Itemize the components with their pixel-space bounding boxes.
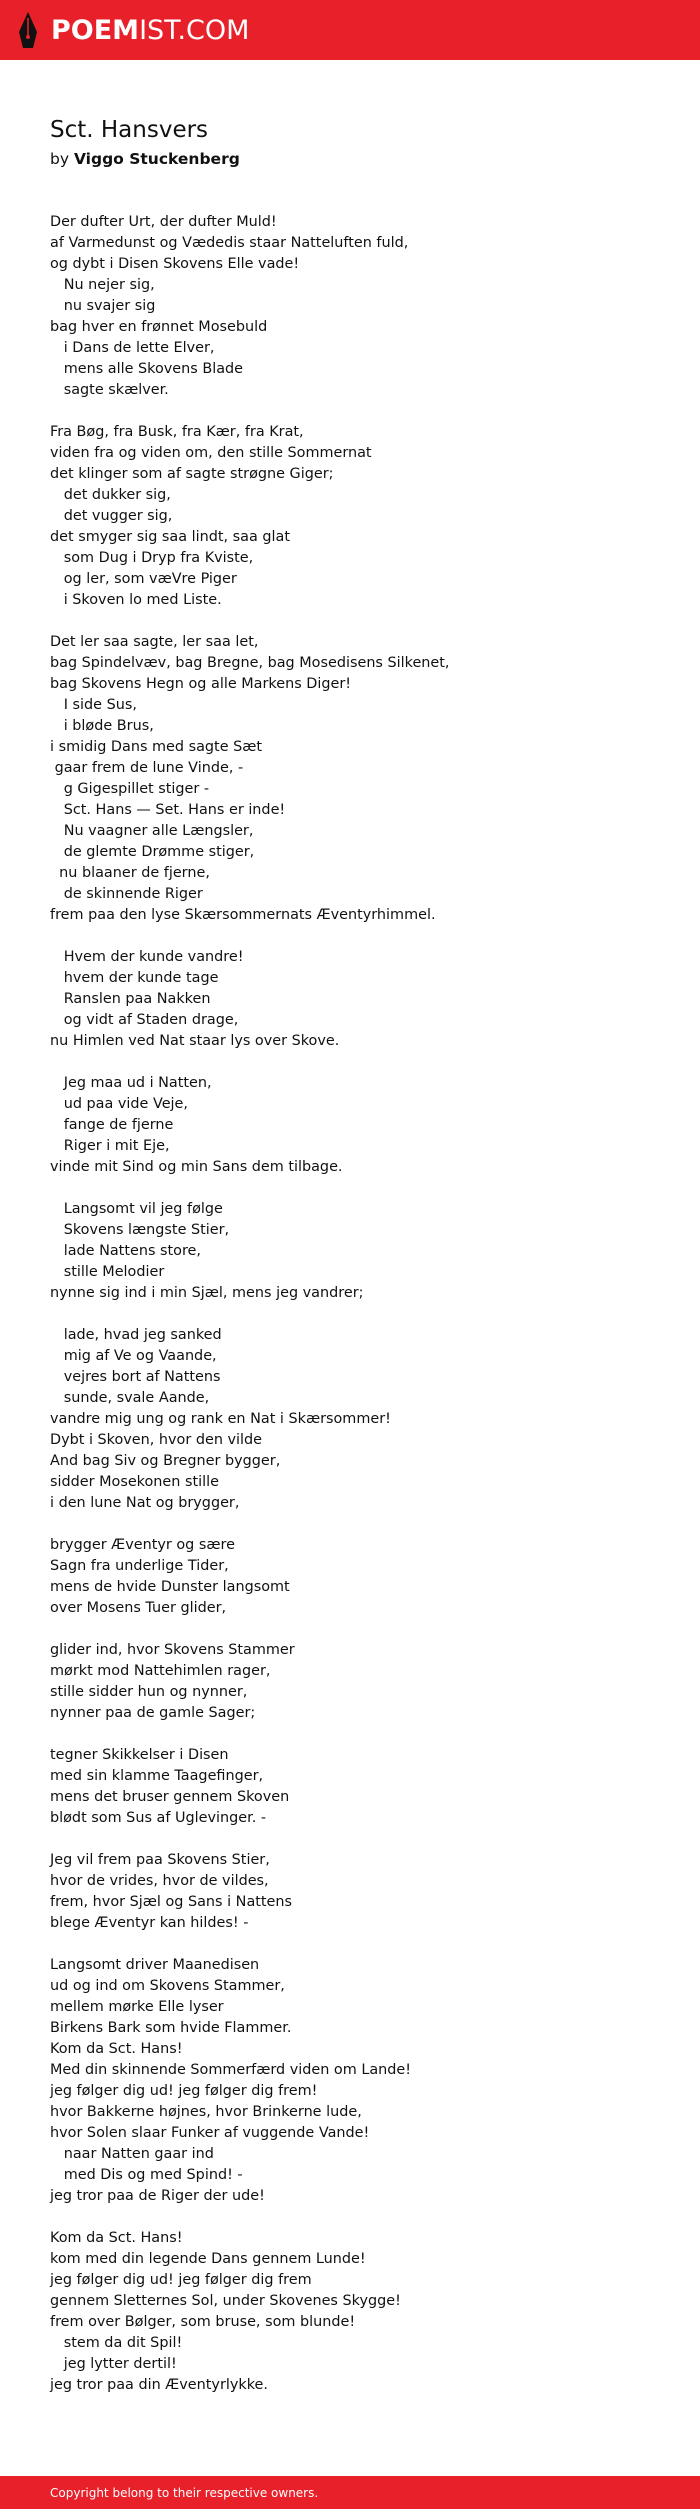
poem-line: Dybt i Skoven, hvor den vilde	[50, 1432, 263, 1448]
poem-line: tegner Skikkelser i Disen	[50, 1747, 229, 1763]
poem-line: og vidt af Staden drage,	[50, 1012, 239, 1028]
poem-line: mens alle Skovens Blade	[50, 361, 244, 377]
poem-line: nu blaaner de fjerne,	[50, 865, 210, 881]
poem-line: jeg lytter dertil!	[50, 2356, 177, 2372]
poem-line	[50, 1934, 650, 1955]
poem-line: de glemte Drømme stiger,	[50, 844, 255, 860]
poem-line: de skinnende Riger	[50, 886, 203, 902]
poem-line: og dybt i Disen Skovens Elle vade!	[50, 256, 300, 272]
poem-line: stille Melodier	[50, 1264, 165, 1280]
pen-nib-icon[interactable]	[17, 10, 39, 50]
poem-line	[50, 1052, 650, 1073]
poem-line: viden fra og viden om, den stille Sommernat	[50, 445, 372, 461]
poem-line: mørkt mod Nattehimlen rager,	[50, 1663, 271, 1679]
poem-line: frem paa den lyse Skærsommernats Æventyrhimmel.	[50, 907, 436, 923]
poem-line: bag Skovens Hegn og alle Markens Diger!	[50, 676, 352, 692]
poem-line	[50, 1514, 650, 1535]
poem-line: Sct. Hans — Set. Hans er inde!	[50, 802, 286, 818]
poem-line: Hvem der kunde vandre!	[50, 949, 244, 965]
poem-article	[50, 115, 650, 2396]
poem-line: med Dis og med Spind! -	[50, 2167, 243, 2183]
poem-line: lade Nattens store,	[50, 1243, 201, 1259]
poem-line: jeg følger dig ud! jeg følger dig frem	[50, 2272, 312, 2288]
poem-line: jeg tror paa din Æventyrlykke.	[50, 2377, 268, 2393]
poem-line: mens de hvide Dunster langsomt	[50, 1579, 290, 1595]
copyright-text: Copyright belong to their respective owners.	[50, 2485, 319, 2500]
poem-title: Sct. Hansvers	[50, 117, 209, 143]
poem-line: I side Sus,	[50, 697, 137, 713]
poem-line: over Mosens Tuer glider,	[50, 1600, 227, 1616]
poem-line: og ler, som væVre Piger	[50, 571, 237, 587]
poem-line: gaar frem de lune Vinde, -	[50, 760, 244, 776]
poem-line: Ranslen paa Nakken	[50, 991, 211, 1007]
poem-line: blege Æventyr kan hildes! -	[50, 1915, 249, 1931]
poem-line	[50, 611, 650, 632]
poem-line: blødt som Sus af Uglevinger. -	[50, 1810, 267, 1826]
poem-line: Birkens Bark som hvide Flammer.	[50, 2020, 292, 2036]
poem-line: nynner paa de gamle Sager;	[50, 1705, 256, 1721]
poem-line: g Gigespillet stiger -	[50, 781, 210, 797]
poem-line: vejres bort af Nattens	[50, 1369, 221, 1385]
poem-line: det smyger sig saa lindt, saa glat	[50, 529, 290, 545]
poem-line: gennem Sletternes Sol, under Skovenes Skygge!	[50, 2293, 401, 2309]
poem-line: det vugger sig,	[50, 508, 173, 524]
poem-line: i Skoven lo med Liste.	[50, 592, 222, 608]
poem-line: brygger Æventyr og sære	[50, 1537, 235, 1553]
poem-line: hvor Solen slaar Funker af vuggende Vande!	[50, 2125, 370, 2141]
poem-line: nu svajer sig	[50, 298, 156, 314]
poem-line: Der dufter Urt, der dufter Muld!	[50, 214, 277, 230]
poem-line: i smidig Dans med sagte Sæt	[50, 739, 263, 755]
poem-line	[50, 1178, 650, 1199]
byline	[50, 148, 650, 170]
poem-line	[50, 1304, 650, 1325]
poem-line: And bag Siv og Bregner bygger,	[50, 1453, 281, 1469]
logo-rest-text: IST.COM	[139, 14, 250, 46]
poem-line: stem da dit Spil!	[50, 2335, 183, 2351]
poem-line	[50, 926, 650, 947]
poem-line: i bløde Brus,	[50, 718, 154, 734]
poem-line: Nu vaagner alle Længsler,	[50, 823, 254, 839]
poem-line: i Dans de lette Elver,	[50, 340, 215, 356]
poem-line: sagte skælver.	[50, 382, 169, 398]
poem-line: hvor Bakkerne højnes, hvor Brinkerne lude,	[50, 2104, 362, 2120]
poem-line: glider ind, hvor Skovens Stammer	[50, 1642, 295, 1658]
logo-bold-text: POEM	[51, 14, 140, 46]
poem-line: det klinger som af sagte strøgne Giger;	[50, 466, 334, 482]
poem-line: naar Natten gaar ind	[50, 2146, 214, 2162]
poem-line: lade, hvad jeg sanked	[50, 1327, 222, 1343]
poem-line: det dukker sig,	[50, 487, 171, 503]
poem-line: sunde, svale Aande,	[50, 1390, 210, 1406]
poem-line: Det ler saa sagte, ler saa let,	[50, 634, 259, 650]
poem-line	[50, 2207, 650, 2228]
poem-line: vandre mig ung og rank en Nat i Skærsommer!	[50, 1411, 391, 1427]
author-name[interactable]: Viggo Stuckenberg	[73, 150, 240, 168]
poem-line: vinde mit Sind og min Sans dem tilbage.	[50, 1159, 343, 1175]
poem-line	[50, 1724, 650, 1745]
poem-line: kom med din legende Dans gennem Lunde!	[50, 2251, 366, 2267]
poem-line: som Dug i Dryp fra Kviste,	[50, 550, 254, 566]
site-logo[interactable]	[51, 14, 250, 46]
poem-line: i den lune Nat og brygger,	[50, 1495, 240, 1511]
poem-line: Kom da Sct. Hans!	[50, 2230, 183, 2246]
poem-line	[50, 1829, 650, 1850]
poem-line: ud og ind om Skovens Stammer,	[50, 1978, 285, 1994]
poem-line: med sin klamme Taagefinger,	[50, 1768, 264, 1784]
poem-line: hvor de vrides, hvor de vildes,	[50, 1873, 269, 1889]
poem-line	[50, 401, 650, 422]
poem-line: jeg følger dig ud! jeg følger dig frem!	[50, 2083, 318, 2099]
poem-line: Fra Bøg, fra Busk, fra Kær, fra Krat,	[50, 424, 304, 440]
poem-line: Jeg maa ud i Natten,	[50, 1075, 212, 1091]
poem-line: af Varmedunst og Vædedis staar Natteluften fuld,	[50, 235, 409, 251]
poem-line: sidder Mosekonen stille	[50, 1474, 219, 1490]
poem-line: hvem der kunde tage	[50, 970, 219, 986]
poem-line: Jeg vil frem paa Skovens Stier,	[50, 1852, 270, 1868]
poem-line: nu Himlen ved Nat staar lys over Skove.	[50, 1033, 340, 1049]
poem-line: Langsomt driver Maanedisen	[50, 1957, 260, 1973]
poem-line: frem, hvor Sjæl og Sans i Nattens	[50, 1894, 293, 1910]
poem-body	[50, 212, 650, 2396]
poem-line: nynne sig ind i min Sjæl, mens jeg vandrer;	[50, 1285, 364, 1301]
poem-line	[50, 1619, 650, 1640]
poem-line: Kom da Sct. Hans!	[50, 2041, 183, 2057]
poem-line: mig af Ve og Vaande,	[50, 1348, 217, 1364]
poem-line: mellem mørke Elle lyser	[50, 1999, 224, 2015]
site-footer	[0, 2476, 700, 2509]
poem-line: stille sidder hun og nynner,	[50, 1684, 248, 1700]
site-header	[0, 0, 700, 60]
byline-prefix: by	[50, 150, 70, 168]
poem-line: bag Spindelvæv, bag Bregne, bag Mosedisens Silkenet,	[50, 655, 450, 671]
poem-line: Med din skinnende Sommerfærd viden om Lande!	[50, 2062, 412, 2078]
poem-line: bag hver en frønnet Mosebuld	[50, 319, 268, 335]
poem-line: mens det bruser gennem Skoven	[50, 1789, 290, 1805]
poem-line: Skovens længste Stier,	[50, 1222, 230, 1238]
poem-line: jeg tror paa de Riger der ude!	[50, 2188, 265, 2204]
poem-line: fange de fjerne	[50, 1117, 174, 1133]
poem-line: Langsomt vil jeg følge	[50, 1201, 223, 1217]
poem-line: frem over Bølger, som bruse, som blunde!	[50, 2314, 356, 2330]
poem-line: Sagn fra underlige Tider,	[50, 1558, 229, 1574]
poem-line: Nu nejer sig,	[50, 277, 155, 293]
poem-line: ud paa vide Veje,	[50, 1096, 188, 1112]
poem-line: Riger i mit Eje,	[50, 1138, 170, 1154]
